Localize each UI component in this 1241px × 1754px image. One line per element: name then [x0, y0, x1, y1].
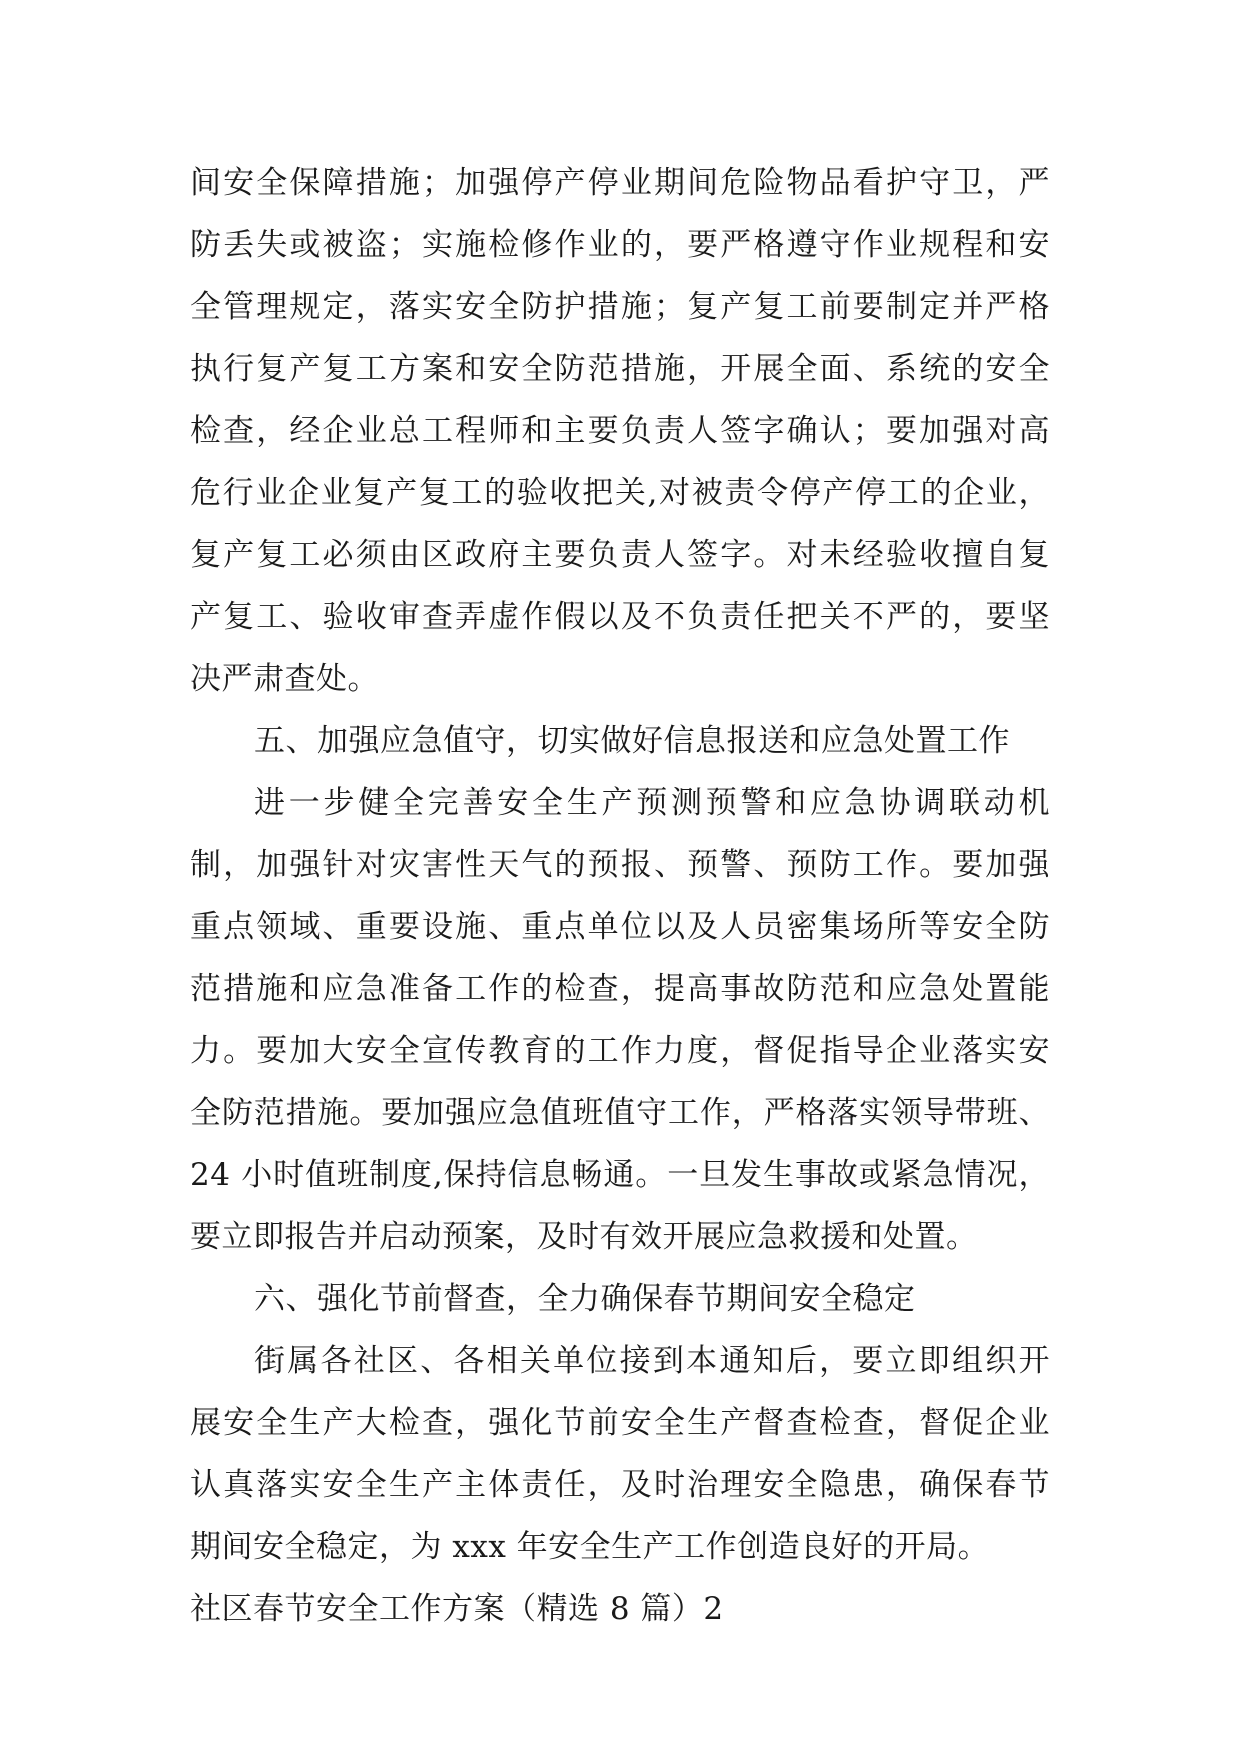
text-line: 要立即报告并启动预案，及时有效开展应急救援和处置。 [190, 1219, 978, 1255]
text-line: 期间安全稳定，为 xxx 年安全生产工作创造良好的开局。 [190, 1529, 990, 1565]
text-line: 制，加强针对灾害性天气的预报、预警、预防工作。要加强 [190, 847, 1050, 883]
text-line: 社区春节安全工作方案（精选 8 篇）2 [190, 1591, 724, 1627]
text-line: 六、强化节前督查，全力确保春节期间安全稳定 [254, 1281, 916, 1317]
text-line: 复产复工必须由区政府主要负责人签字。对未经验收擅自复 [190, 537, 1050, 573]
text-line: 重点领域、重要设施、重点单位以及人员密集场所等安全防 [190, 909, 1050, 945]
text-line: 进一步健全完善安全生产预测预警和应急协调联动机 [254, 785, 1050, 821]
text-line: 全管理规定，落实安全防护措施；复产复工前要制定并严格 [190, 289, 1050, 325]
text-line: 街属各社区、各相关单位接到本通知后，要立即组织开 [254, 1343, 1050, 1379]
text-line: 决严肃查处。 [190, 661, 379, 697]
text-line: 范措施和应急准备工作的检查，提高事故防范和应急处置能 [190, 971, 1050, 1007]
body-text [190, 152, 1050, 1640]
text-line: 执行复产复工方案和安全防范措施，开展全面、系统的安全 [190, 351, 1050, 387]
text-line: 检查，经企业总工程师和主要负责人签字确认；要加强对高 [190, 413, 1050, 449]
text-line: 24 小时值班制度,保持信息畅通。一旦发生事故或紧急情况， [190, 1157, 1050, 1193]
text-line: 防丢失或被盗；实施检修作业的，要严格遵守作业规程和安 [190, 227, 1050, 263]
text-line: 全防范措施。要加强应急值班值守工作，严格落实领导带班、 [190, 1095, 1050, 1131]
text-line: 力。要加大安全宣传教育的工作力度，督促指导企业落实安 [190, 1033, 1050, 1069]
text-line: 危行业企业复产复工的验收把关,对被责令停产停工的企业， [190, 475, 1050, 511]
text-line: 间安全保障措施；加强停产停业期间危险物品看护守卫，严 [190, 165, 1050, 201]
text-line: 展安全生产大检查，强化节前安全生产督查检查，督促企业 [190, 1405, 1050, 1441]
text-line: 认真落实安全生产主体责任，及时治理安全隐患，确保春节 [190, 1467, 1050, 1503]
text-line: 五、加强应急值守，切实做好信息报送和应急处置工作 [254, 723, 1010, 759]
text-line: 产复工、验收审查弄虚作假以及不负责任把关不严的，要坚 [190, 599, 1050, 635]
